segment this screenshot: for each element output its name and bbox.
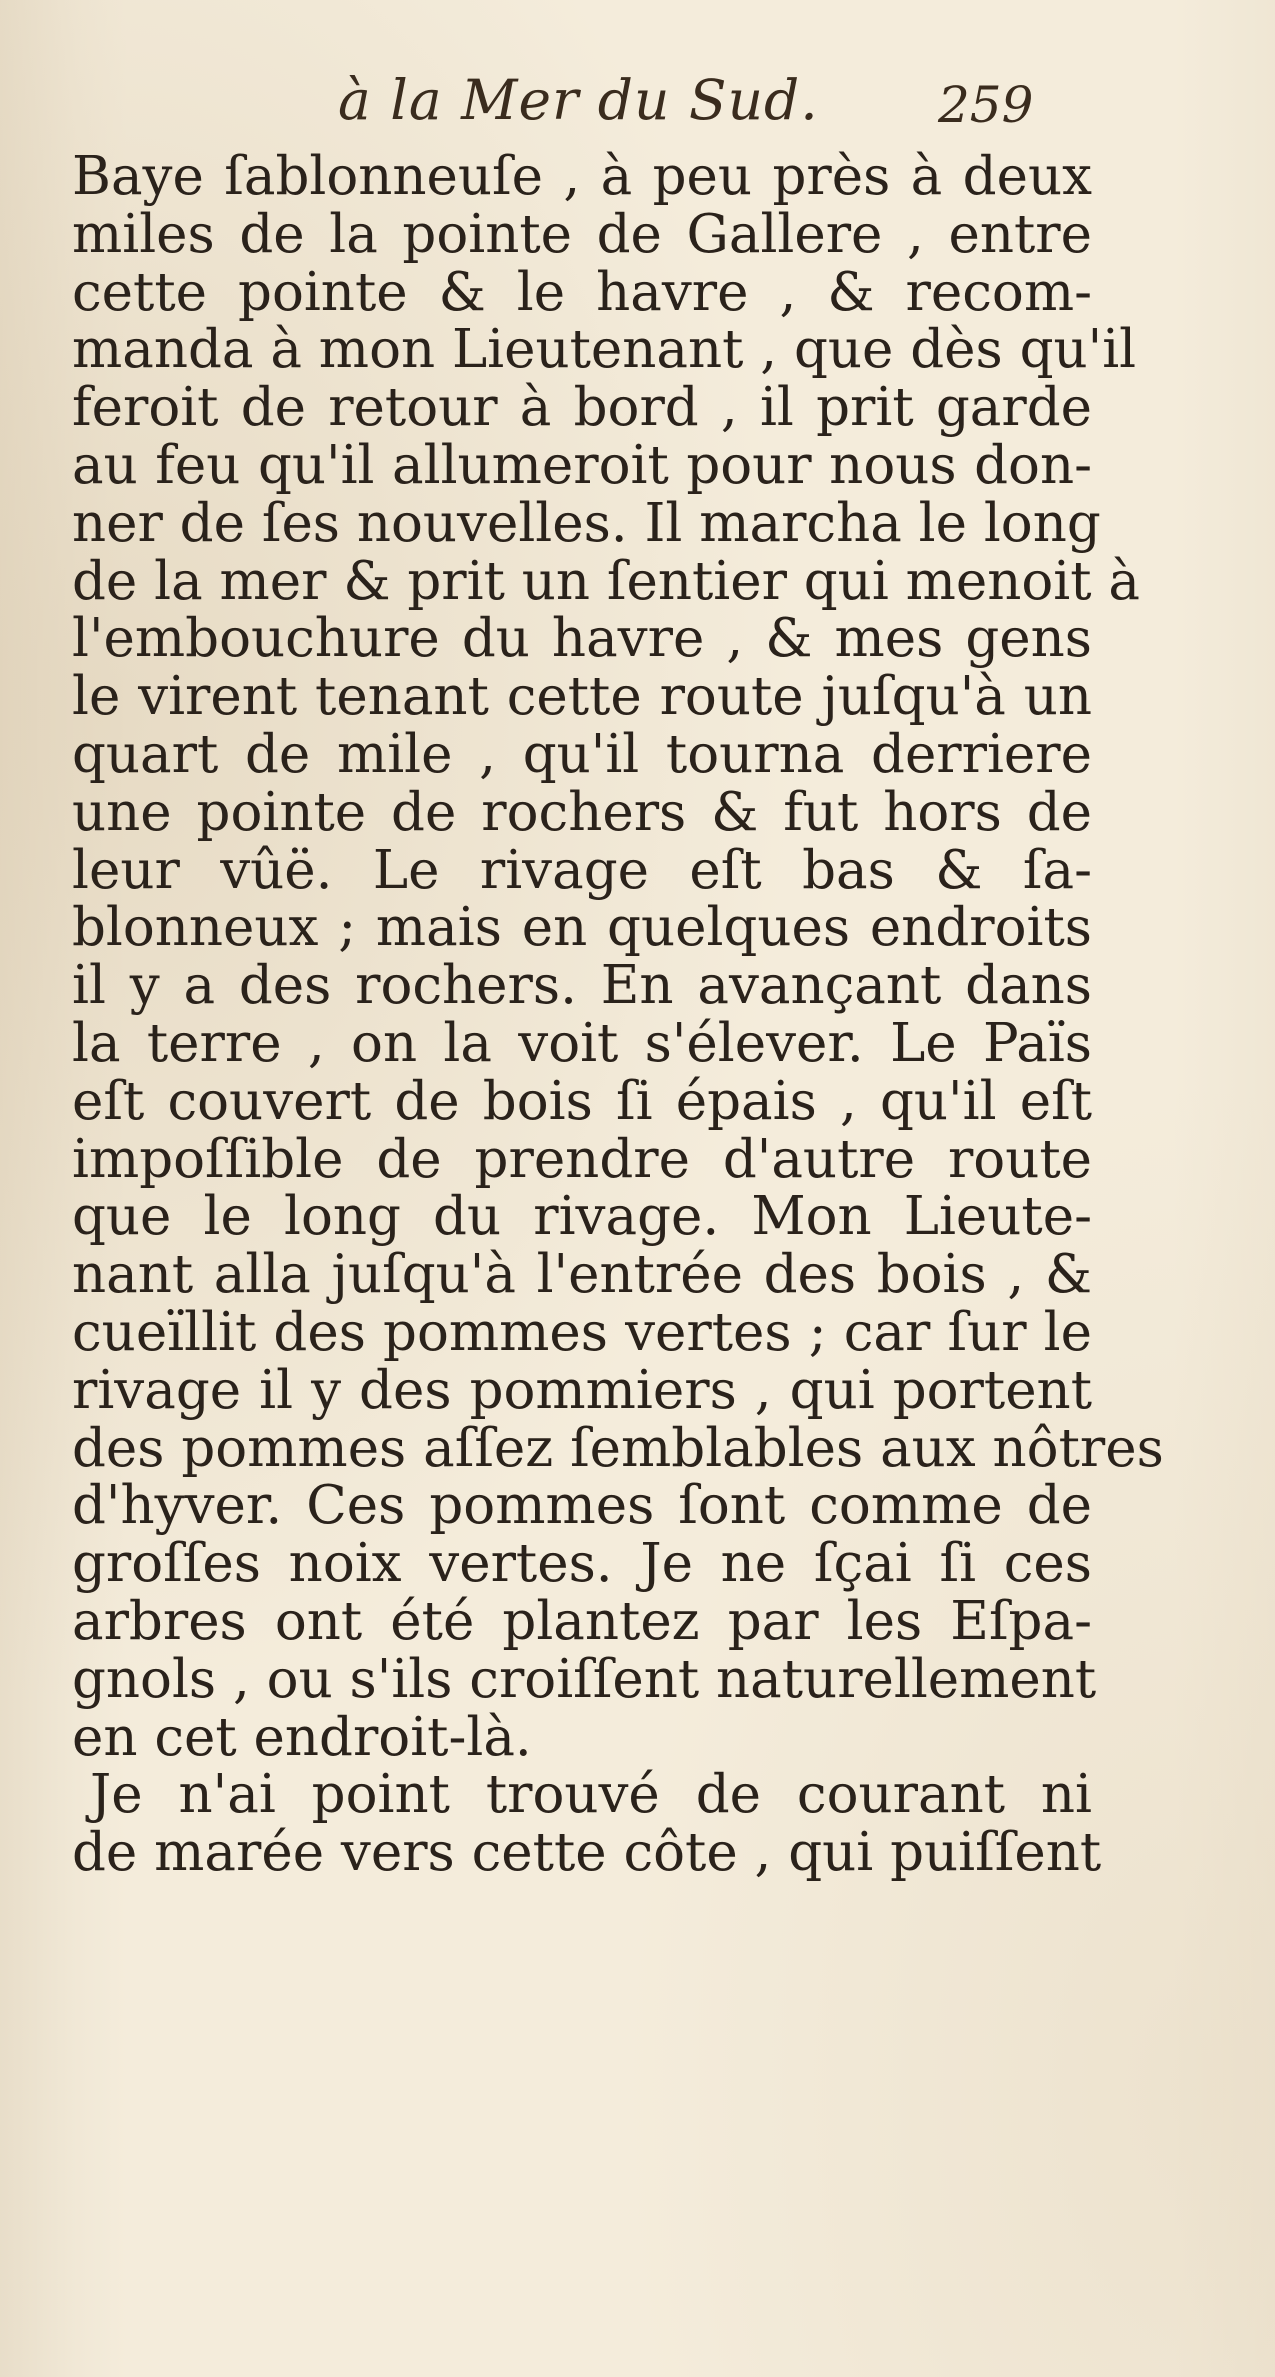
text-line: eſt couvert de bois ſi épais , qu'il eſt [72, 1070, 1092, 1132]
text-line: de marée vers cette côte , qui puiſſent [72, 1822, 1102, 1884]
text-line: le virent tenant cette route juſqu'à un [72, 666, 1092, 728]
text-line: cette pointe & le havre , & recom- [72, 261, 1092, 323]
text-line: ner de ſes nouvelles. Il marcha le long [72, 492, 1101, 554]
text-line: blonneux ; mais en quelques endroits [72, 897, 1092, 959]
text-line: de la mer & prit un ſentier qui menoit à [72, 550, 1140, 612]
text-line: quart de mile , qu'il tourna derriere [72, 723, 1092, 785]
text-line: que le long du rivage. Mon Lieute- [72, 1186, 1092, 1248]
text-line: miles de la pointe de Gallere , entre [72, 203, 1092, 265]
text-line: manda à mon Lieutenant , que dès qu'il [72, 319, 1137, 381]
text-line: il y a des rochers. En avançant dans [72, 955, 1092, 1017]
text-line: leur vûë. Le rivage eſt bas & ſa- [72, 839, 1092, 901]
text-line: rivage il y des pommiers , qui portent [72, 1359, 1092, 1421]
text-line: une pointe de rochers & fut hors de [72, 781, 1092, 843]
text-line: gnols , ou s'ils croiſſent naturellement [72, 1648, 1097, 1710]
text-line: en cet endroit-là. [72, 1706, 532, 1768]
text-line: Baye ſablonneuſe , à peu près à deux [72, 146, 1092, 207]
text-line: arbres ont été plantez par les Eſpa- [72, 1590, 1092, 1652]
text-line: impoſſible de prendre d'autre route [72, 1128, 1092, 1190]
text-line: groſſes noix vertes. Je ne ſçai ſi ces [72, 1533, 1092, 1595]
text-line: la terre , on la voit s'élever. Le Païs [72, 1012, 1092, 1074]
body-text [72, 146, 1164, 1884]
text-line: au feu qu'il allumeroit pour nous don- [72, 434, 1092, 496]
running-head-title: à la Mer du Sud. [338, 68, 819, 132]
text-line: nant alla juſqu'à l'entrée des bois , & [72, 1244, 1092, 1306]
running-head [338, 68, 1098, 158]
text-line: cueïllit des pommes vertes ; car ſur le [72, 1301, 1092, 1363]
text-line: Je n'ai point trouvé de courant ni [90, 1764, 1092, 1826]
page-number: 259 [938, 76, 1034, 134]
text-line: l'embouchure du havre , & mes gens [72, 608, 1092, 670]
text-line: d'hyver. Ces pommes ſont comme de [72, 1475, 1092, 1537]
text-line: des pommes aſſez ſemblables aux nôtres [72, 1417, 1164, 1479]
text-line: feroit de retour à bord , il prit garde [72, 377, 1092, 439]
